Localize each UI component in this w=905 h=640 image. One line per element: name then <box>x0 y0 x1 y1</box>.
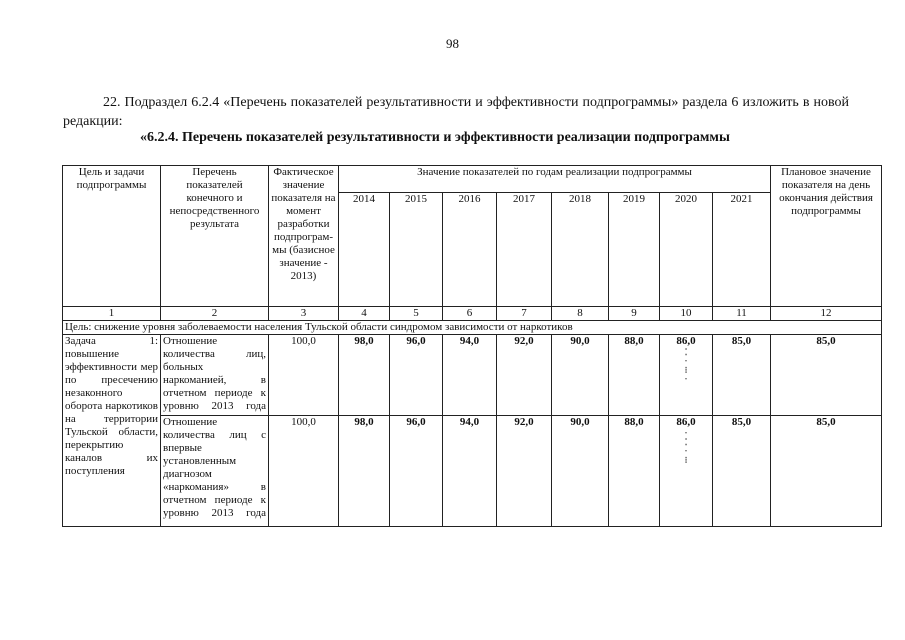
indicators-table <box>62 165 882 527</box>
indicator-text: Отношение количества лиц с впервые установленным диагнозом «наркомания» в отчетном периоде к уровню 2013 года <box>161 416 269 527</box>
value-2021: 85,0 <box>713 416 771 527</box>
instruction-paragraph: 22. Подраздел 6.2.4 «Перечень показателей результативности и эффективности подпрограммы» раздела 6 изложить в новой редакции: <box>63 95 849 129</box>
goal-text: Цель: снижение уровня заболеваемости населения Тульской области синдромом зависимости от наркотиков <box>63 321 882 335</box>
column-numbers-row <box>63 307 882 321</box>
value-2020 <box>660 416 713 527</box>
year-2020: 2020 <box>660 193 713 307</box>
col-number: 2 <box>161 307 269 321</box>
value-2019: 88,0 <box>609 335 660 416</box>
year-2019: 2019 <box>609 193 660 307</box>
value-2018: 90,0 <box>552 335 609 416</box>
base-value: 100,0 <box>269 416 339 527</box>
header-actual: Фактическое значение показателя на момент разработки подпрограм-мы (базисное значение - 2013) <box>269 166 339 307</box>
year-2015: 2015 <box>390 193 443 307</box>
col-number: 8 <box>552 307 609 321</box>
col-number: 7 <box>497 307 552 321</box>
col-number: 12 <box>771 307 882 321</box>
value-2017: 92,0 <box>497 335 552 416</box>
year-2017: 2017 <box>497 193 552 307</box>
year-2021: 2021 <box>713 193 771 307</box>
col-number: 10 <box>660 307 713 321</box>
section-title: «6.2.4. Перечень показателей результативности и эффективности реализации подпрограммы <box>140 130 730 145</box>
header-by-years: Значение показателей по годам реализации подпрограммы <box>339 166 771 193</box>
value-2017: 92,0 <box>497 416 552 527</box>
value-2020-text: 86,0 <box>676 416 696 428</box>
stamp-marks: · ⁚ · ⁝ <box>684 428 688 465</box>
task-text: Задача 1: повышение эффективности мер по пресечению незаконного оборота наркотиков на территории Тульской области, перекрытию каналов их поступления <box>63 335 161 527</box>
col-number: 3 <box>269 307 339 321</box>
header-row <box>63 166 882 193</box>
value-2021: 85,0 <box>713 335 771 416</box>
stamp-marks: ⁚ · ⁝ · <box>684 347 688 384</box>
page-number: 98 <box>446 36 459 51</box>
col-number: 11 <box>713 307 771 321</box>
goal-row <box>63 321 882 335</box>
value-2019: 88,0 <box>609 416 660 527</box>
value-2018: 90,0 <box>552 416 609 527</box>
header-planned: Плановое значение показателя на день окончания действия подпрограммы <box>771 166 882 307</box>
table-row <box>63 416 882 527</box>
value-2015: 96,0 <box>390 416 443 527</box>
table-row <box>63 335 882 416</box>
year-2014: 2014 <box>339 193 390 307</box>
value-2016: 94,0 <box>443 335 497 416</box>
col-number: 5 <box>390 307 443 321</box>
value-2020-text: 86,0 <box>676 335 696 347</box>
planned-value: 85,0 <box>771 335 882 416</box>
value-2016: 94,0 <box>443 416 497 527</box>
year-2018: 2018 <box>552 193 609 307</box>
value-2014: 98,0 <box>339 335 390 416</box>
col-number: 4 <box>339 307 390 321</box>
value-2014: 98,0 <box>339 416 390 527</box>
year-2016: 2016 <box>443 193 497 307</box>
value-2020 <box>660 335 713 416</box>
base-value: 100,0 <box>269 335 339 416</box>
col-number: 1 <box>63 307 161 321</box>
value-2015: 96,0 <box>390 335 443 416</box>
planned-value: 85,0 <box>771 416 882 527</box>
col-number: 6 <box>443 307 497 321</box>
header-indicators: Перечень показателей конечного и непосредственного результата <box>161 166 269 307</box>
header-goal: Цель и задачи подпрограммы <box>63 166 161 307</box>
indicator-text: Отношение количества лиц, больных наркоманией, в отчетном периоде к уровню 2013 года <box>161 335 269 416</box>
col-number: 9 <box>609 307 660 321</box>
